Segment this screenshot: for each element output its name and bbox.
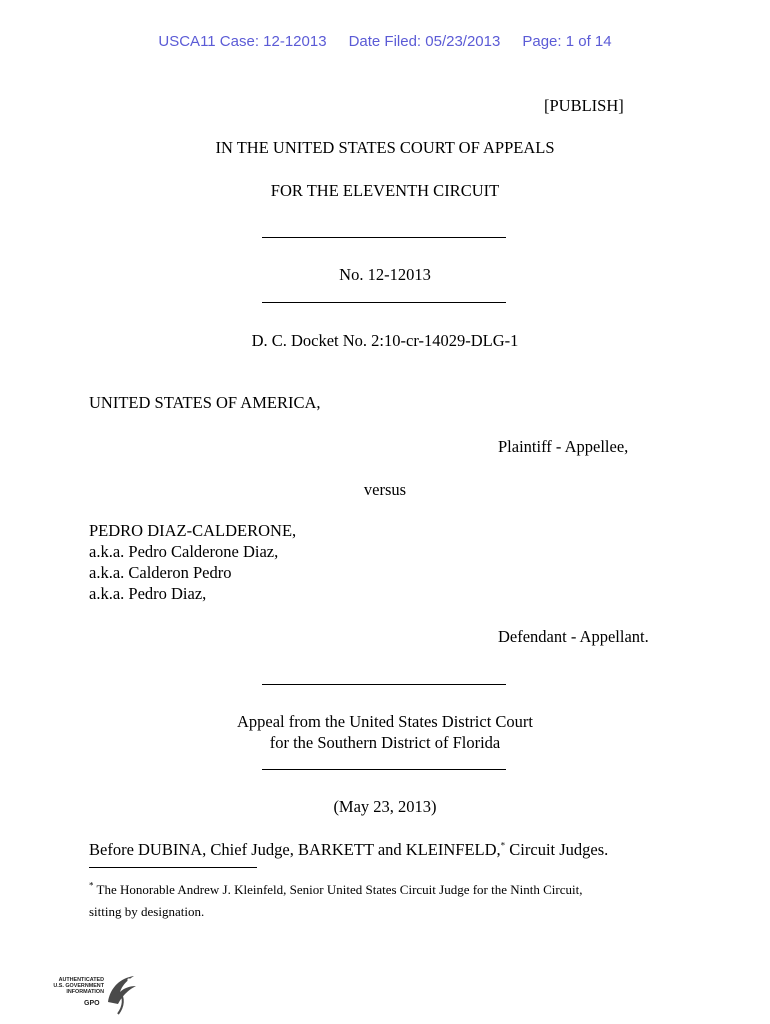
defendant-line: a.k.a. Calderon Pedro: [89, 563, 232, 582]
defendant-line: a.k.a. Pedro Diaz,: [89, 584, 207, 603]
defendant-line: PEDRO DIAZ-CALDERONE,: [89, 521, 297, 540]
gpo-authentication-seal: [42, 972, 142, 1016]
divider-rule: [262, 684, 506, 685]
appeal-line2: for the Southern District of Florida: [269, 733, 501, 752]
docket-number: D. C. Docket No. 2:10-cr-14029-DLG-1: [251, 331, 519, 350]
defendant-line: a.k.a. Pedro Calderone Diaz,: [89, 542, 279, 561]
plaintiff-role: Plaintiff - Appellee,: [498, 437, 629, 456]
appeal-line1: Appeal from the United States District Court: [236, 712, 534, 731]
footnote-rule: [89, 867, 257, 868]
footnote-line2: sitting by designation.: [89, 904, 205, 919]
court-name-line2: FOR THE ELEVENTH CIRCUIT: [270, 181, 500, 200]
plaintiff-name: UNITED STATES OF AMERICA,: [89, 393, 321, 412]
opinion-date: (May 23, 2013): [333, 797, 437, 816]
date-filed-header: Date Filed: 05/23/2013: [348, 33, 501, 50]
divider-rule: [262, 237, 506, 238]
panel-line: [89, 839, 608, 860]
panel-suffix: Circuit Judges.: [505, 840, 609, 859]
court-name-line1: IN THE UNITED STATES COURT OF APPEALS: [215, 138, 555, 157]
publish-tag: [PUBLISH]: [544, 96, 624, 115]
panel-judges: Before DUBINA, Chief Judge, BARKETT and KLEINFELD,: [89, 840, 501, 859]
footnote-marker: *: [500, 840, 506, 851]
versus-label: versus: [363, 480, 407, 499]
page-count-header: Page: 1 of 14: [522, 33, 612, 50]
case-number: No. 12-12013: [339, 265, 431, 284]
footnote-line1: * The Honorable Andrew J. Kleinfeld, Senior United States Circuit Judge for the Ninth Circuit,: [89, 880, 583, 897]
seal-text: AUTHENTICATED U.S. GOVERNMENT INFORMATION: [53, 977, 104, 996]
footnote: [89, 879, 689, 923]
eagle-seal-icon: [102, 972, 140, 1016]
divider-rule: [262, 302, 506, 303]
footnote-marker: *: [89, 880, 94, 891]
defendant-role: Defendant - Appellant.: [498, 627, 649, 646]
case-number-header: USCA11 Case: 12-12013: [158, 33, 327, 50]
divider-rule: [262, 769, 506, 770]
filing-header: [0, 33, 770, 50]
seal-agency: GPO: [84, 1000, 100, 1007]
